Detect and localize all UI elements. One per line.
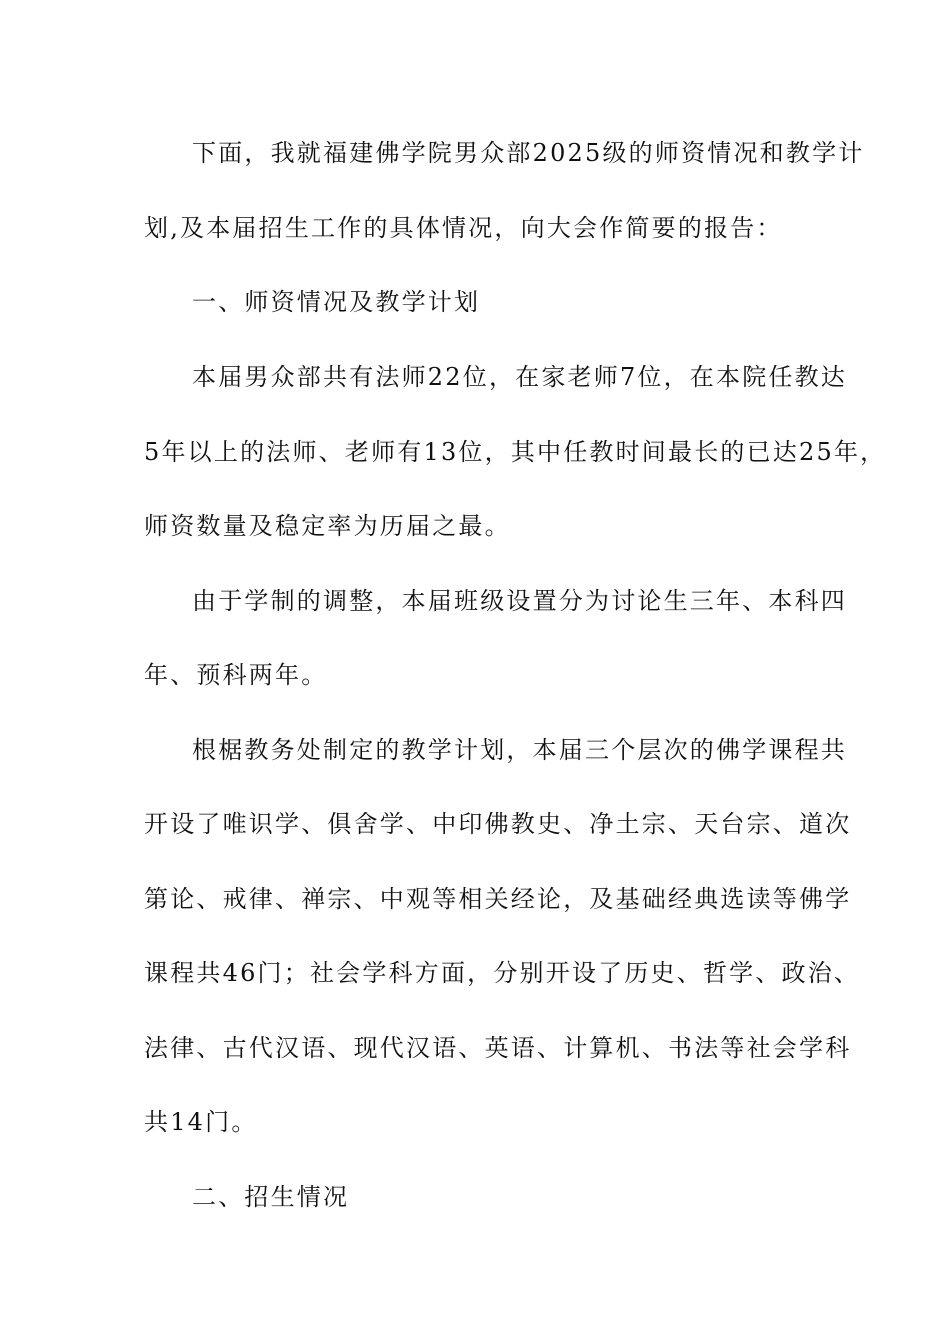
section-heading: 二、招生情况: [192, 1183, 350, 1211]
paragraph-line: 第论、戒律、禅宗、中观等相关经论，及基础经典选读等佛学: [144, 885, 852, 913]
section-heading: 一、师资情况及教学计划: [192, 288, 481, 316]
paragraph-line: 划,及本届招生工作的具体情况，向大会作简要的报告：: [144, 214, 783, 242]
paragraph-line: 根椐教务处制定的教学计划，本届三个层次的佛学课程共: [192, 736, 847, 764]
paragraph-line: 开设了唯识学、俱舍学、中印佛教史、净土宗、天台宗、道次: [144, 810, 852, 838]
paragraph-line: 师资数量及稳定率为历届之最。: [144, 512, 511, 540]
paragraph-line: 本届男众部共有法师22位，在家老师7位，在本院任教达: [192, 363, 848, 391]
paragraph-line: 年、预科两年。: [144, 661, 328, 689]
paragraph-line: 共14门。: [144, 1108, 258, 1136]
paragraph-line: 5年以上的法师、老师有13位，其中任教时间最长的已达25年，: [144, 438, 887, 466]
paragraph-line: 课程共46门；社会学科方面，分别开设了历史、哲学、政治、: [144, 959, 861, 987]
paragraph-line: 法律、古代汉语、现代汉语、英语、计算机、书法等社会学科: [144, 1034, 852, 1062]
paragraph-line: 下面，我就福建佛学院男众部2025级的师资情况和教学计: [192, 139, 865, 167]
paragraph-line: 由于学制的调整，本届班级设置分为讨论生三年、本科四: [192, 587, 847, 615]
